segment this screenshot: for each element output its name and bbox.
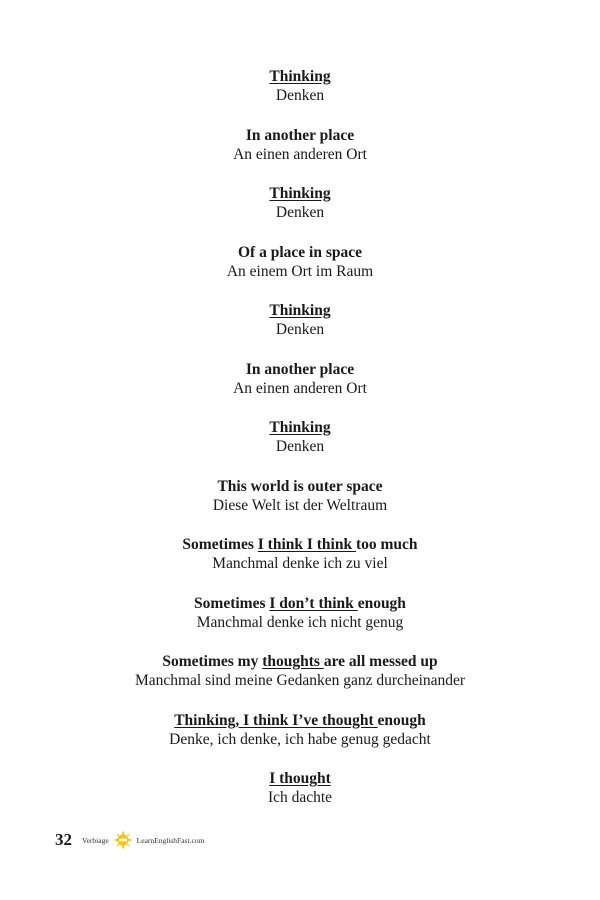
underlined-phrase: Thinking, I think I’ve thought (174, 711, 378, 729)
stanza (0, 594, 600, 632)
english-text: enough (357, 594, 406, 612)
brand-name: Verbiage (82, 835, 109, 845)
stanza (0, 711, 600, 749)
stanza (0, 67, 600, 105)
english-line (0, 243, 600, 262)
english-text: In another place (245, 360, 355, 378)
english-line (0, 184, 600, 203)
english-line (0, 535, 600, 554)
english-line (0, 769, 600, 788)
stanza (0, 243, 600, 281)
german-translation: An einen anderen Ort (233, 145, 367, 163)
english-line (0, 594, 600, 613)
sun-logo-icon (113, 830, 133, 850)
underlined-phrase: thoughts (262, 653, 324, 670)
page-number: 32 (55, 830, 72, 849)
stanza (0, 418, 600, 456)
english-line (0, 360, 600, 379)
stanza (0, 769, 600, 807)
stanza (0, 360, 600, 398)
underlined-phrase: Thinking (269, 185, 331, 202)
english-line (0, 652, 600, 671)
english-line (0, 477, 600, 496)
underlined-phrase: I think I think (257, 536, 356, 553)
english-line (0, 301, 600, 320)
german-translation: Ich dachte (267, 789, 333, 806)
english-text: enough (377, 711, 426, 729)
english-text: In another place (245, 126, 355, 144)
german-translation: Denken (275, 321, 325, 338)
english-text: Of a place in space (238, 243, 362, 261)
stanza (0, 184, 600, 222)
underlined-phrase: I thought (269, 770, 331, 787)
german-translation: An einen anderen Ort (233, 379, 367, 397)
english-text: Sometimes (194, 594, 270, 612)
german-translation: Denken (275, 204, 325, 221)
english-text: Sometimes my (162, 653, 263, 670)
english-line (0, 711, 600, 730)
english-line (0, 67, 600, 86)
page-footer (55, 828, 204, 852)
underlined-phrase: Thinking (269, 302, 331, 319)
english-text: Sometimes (182, 536, 258, 553)
german-translation: Manchmal denke ich zu viel (212, 555, 388, 572)
english-text: This world is outer space (217, 477, 383, 495)
stanza (0, 652, 600, 690)
english-line (0, 418, 600, 437)
site-url: LearnEnglishFast.com (136, 835, 205, 845)
german-translation: An einem Ort im Raum (226, 262, 374, 280)
german-translation: Denke, ich denke, ich habe genug gedacht (169, 730, 431, 748)
stanza (0, 301, 600, 339)
english-text: too much (355, 536, 418, 553)
english-text: are all messed up (323, 653, 438, 670)
german-translation: Diese Welt ist der Weltraum (212, 496, 388, 514)
underlined-phrase: Thinking (269, 68, 331, 85)
german-translation: Denken (275, 438, 325, 455)
underlined-phrase: I don’t think (269, 594, 358, 612)
stanza (0, 126, 600, 164)
underlined-phrase: Thinking (269, 419, 331, 436)
stanza (0, 477, 600, 515)
german-translation: Manchmal denke ich nicht genug (196, 613, 404, 631)
german-translation: Denken (275, 87, 325, 104)
german-translation: Manchmal sind meine Gedanken ganz durcheinander (134, 672, 466, 689)
english-line (0, 126, 600, 145)
stanza (0, 535, 600, 573)
